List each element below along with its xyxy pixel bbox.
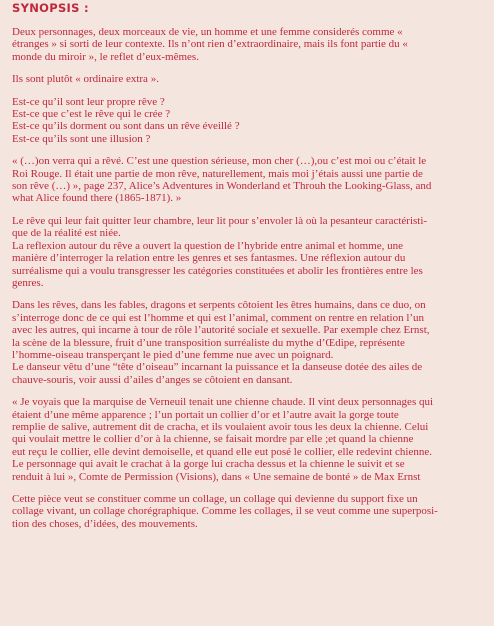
text-line: « Je voyais que la marquise de Verneuil tenait une chienne chaude. Il vint deux personnages qui (12, 396, 434, 409)
text-line: Le personnage qui avait le crachat à la gorge lui cracha dessus et la chienne le suivit et se (12, 458, 405, 471)
text-line: qui voulait mettre le collier d’or à la chienne, se faisait mordre par elle ;et quand la chienne (12, 433, 414, 446)
text-line: eut reçu le collier, elle devint demoiselle, et quand elle eut posé le collier, elle redevint chienne. (12, 445, 432, 458)
paragraph-collage (12, 493, 487, 530)
text-line: son rêve (…) », page 237, Alice’s Adventures in Wonderland et Throuh the Looking-Glass, and (12, 180, 432, 193)
synopsis-title: SYNOPSIS : (12, 1, 89, 15)
text-line: Le danseur vêtu d’une “tête d’oiseau” incarnant la puissance et la danseuse dotée des ailes de (12, 361, 423, 374)
text-line: Roi Rouge. Il était une partie de mon rêve, naturellement, mais moi j’étais aussi une partie de (12, 167, 423, 180)
text-line: étaient d’une même apparence ; l’un portait un collier d’or et l’autre avait la gorge toute (12, 408, 399, 421)
text-line: « (…)on verra qui a rêvé. C’est une question sérieuse, mon cher (…),ou c’est moi ou c’était le (12, 155, 427, 168)
text-line: Est-ce qu’il sont leur propre rêve ? (12, 95, 165, 108)
text-line: genres. (12, 276, 44, 289)
text-line: Est-ce qu’ils dorment ou sont dans un rêve éveillé ? (12, 120, 240, 133)
text-line: Ils sont plutôt « ordinaire extra ». (12, 73, 159, 86)
text-line: la scène de la blessure, fruit d’une transposition surréaliste du mythe d’Œdipe, représente (12, 336, 405, 349)
text-line: Est-ce qu’ils sont une illusion ? (12, 132, 151, 145)
text-line: surréalisme qui a voulu transgresser les catégories constituées et abolir les frontières entre les (12, 264, 423, 277)
text-line: étranges » si sorti de leur contexte. Ils n’ont rien d’extraordinaire, mais ils font partie du « (12, 38, 408, 51)
text-line: Deux personnages, deux morceaux de vie, un homme et une femme considerés comme « (12, 26, 403, 38)
text-line: l’homme-oiseau transperçant le pied d’une femme nue avec un poignard. (12, 348, 334, 361)
text-line: Est-ce que c’est le rêve qui le crée ? (12, 108, 171, 121)
paragraph-ernst-quote (12, 396, 487, 483)
text-line: Cette pièce veut se constituer comme un collage, un collage qui devienne du support fixe un (12, 493, 418, 505)
paragraph-questions (12, 96, 487, 146)
text-line: s’interroge donc de ce qui est l’homme et qui est l’animal, comment on rentre en relation l’un (12, 311, 425, 324)
paragraph-ordinaire (12, 73, 487, 85)
paragraph-intro (12, 26, 487, 63)
text-line: Dans les rêves, dans les fables, dragons et serpents côtoient les êtres humains, dans ce duo, on (12, 299, 426, 312)
paragraph-fables (12, 299, 487, 386)
text-line: chauve-souris, voir aussi d’ailes d’anges se côtoient en dansant. (12, 373, 293, 386)
text-line: manière d’interroger la relation entre les genres et ses fantasmes. Une réflexion autour du (12, 252, 406, 265)
text-line: collage vivant, un collage chorégraphique. Comme les collages, il se veut comme une superposi- (12, 505, 438, 518)
text-line: avec les autres, qui incarne à tour de rôle l’autorité sociale et sexuelle. Par exemple chez Ernst, (12, 324, 430, 337)
text-line: Le rêve qui leur fait quitter leur chambre, leur lit pour s’envoler là où la pesanteur caractéristi- (12, 214, 428, 227)
text-line: what Alice found there (1865-1871). » (12, 192, 182, 205)
text-line: remplie de salive, autrement dit de cracha, et ils voulaient avoir tous les deux la chienne. Celui (12, 420, 429, 433)
text-line: que de la réalité est niée. (12, 227, 121, 240)
paragraph-alice-quote (12, 155, 487, 205)
text-line: renduit à lui », Comte de Permission (Visions), dans « Une semaine de bonté » de Max Ernst (12, 470, 421, 483)
text-line: monde du miroir », le reflet d’eux-mêmes. (12, 50, 199, 63)
text-line: tion des choses, d’idées, des mouvements. (12, 517, 198, 530)
paragraph-reve (12, 215, 487, 289)
text-line: La reflexion autour du rêve a ouvert la question de l’hybride entre animal et homme, une (12, 239, 403, 252)
